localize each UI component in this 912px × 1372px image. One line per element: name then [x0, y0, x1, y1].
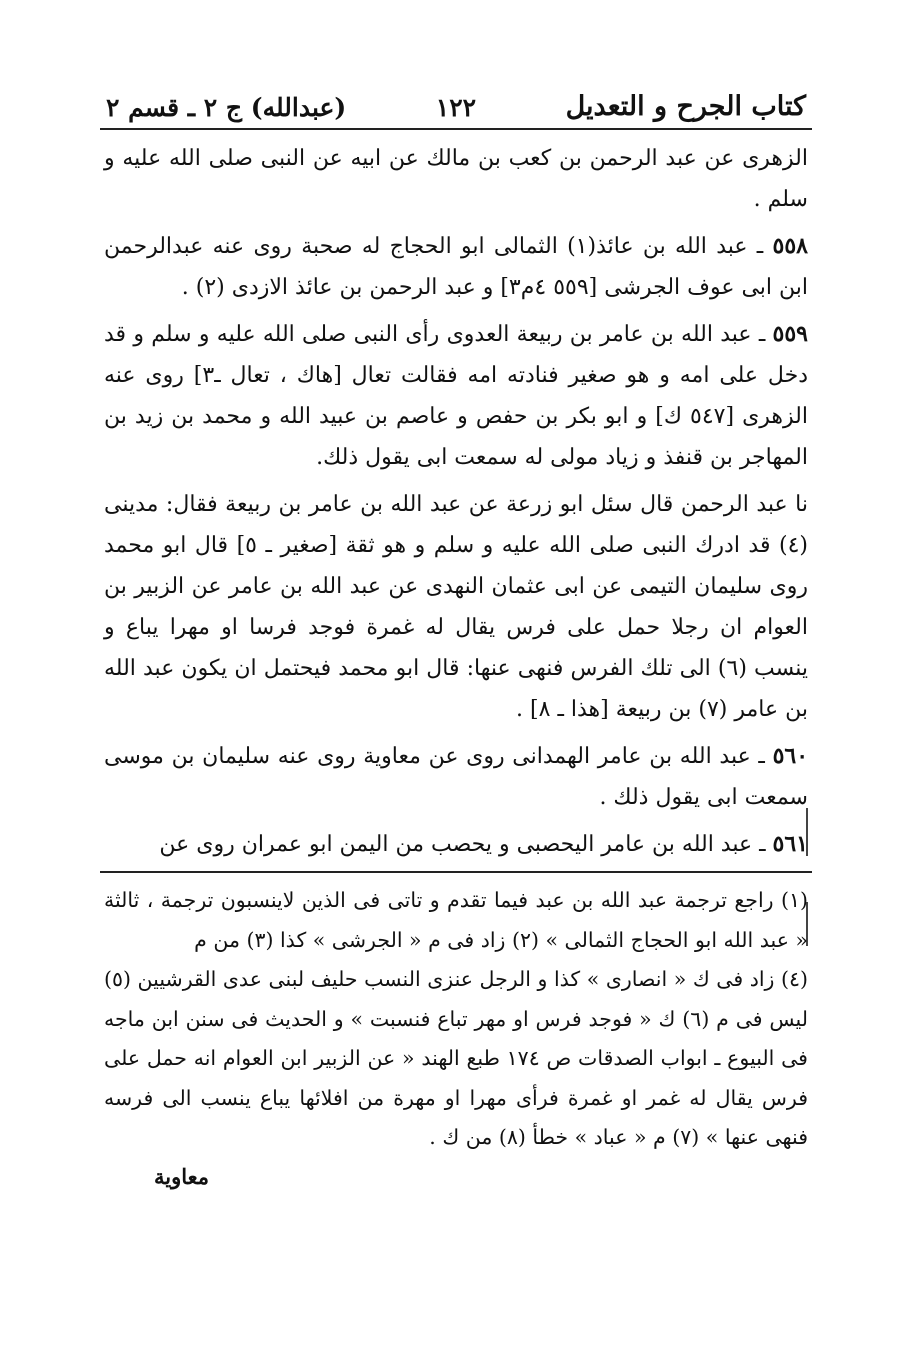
entry-paragraph: [104, 736, 808, 818]
entry-number: ٥٥٨: [772, 233, 808, 259]
book-title: كتاب الجرح و التعديل: [565, 91, 806, 122]
catchword: معاوية: [154, 1163, 210, 1189]
footnote-rule: [100, 871, 812, 873]
entry-text: ـ عبد الله بن عائذ(١) الثمالى ابو الحجاج له صحبة روى عنه عبدالرحمن ابن ابى عوف الجرشى [٥٥٩ ٤م٣] و عبد الرحمن بن عائذ الازدى (٢) .: [104, 234, 808, 300]
entry-paragraph: [104, 314, 808, 478]
entry-text: ـ عبد الله بن عامر اليحصبى و يحصب من اليمن ابو عمران روى عن: [159, 832, 766, 857]
continuation-paragraph: الزهرى عن عبد الرحمن بن كعب بن مالك عن ابيه عن النبى صلى الله عليه و سلم .: [104, 146, 808, 212]
footnote-paragraph: (١) راجع ترجمة عبد الله بن عبد فيما تقدم و تاتى فى الذين لاينسبون ترجمة ، ثالثة « عبد الله ابو الحجاج الثمالى » (٢) زاد فى م « الجرشى » كذا (٣) من م: [104, 888, 808, 952]
running-header: [100, 70, 812, 128]
entry-text: ـ عبد الله بن عامر بن ربيعة العدوى رأى النبى صلى الله عليه و سلم و قد دخل على امه و هو صغير فنادته امه فقالت تعال [هاك ، تعال ـ٣] روى عنه الزهرى [٥٤٧ ك] و ابو بكر بن حفص و عاصم بن عبيد الله و محمد بن زيد بن المهاجر بن قنفذ و زياد مولى له سمعت ابى يقول ذلك.: [104, 322, 808, 470]
footnote-paragraph: (٤) زاد فى ك « انصارى » كذا و الرجل عنزى النسب حليف لبنى عدى القرشيين (٥) ليس فى م (٦) ك « فوجد فرس او مهر تباع فنسبت » و الحديث فى سنن ابن ماجه فى البيوع ـ ابواب الصدقات ص ١٧٤ طبع الهند « عن الزبير ابن العوام انه حمل على فرس يقال له غمر او غمرة فرأى مهرا او مهرة من افلائها يباع ينسب الى فرسه فنهى عنها » (٧) م « عباد » خطأ (٨) من ك .: [104, 967, 808, 1149]
section-label: (عبدالله) ج ٢ ـ قسم ٢: [106, 93, 347, 122]
entry-number: ٥٦١: [772, 831, 808, 857]
entry-text: ـ عبد الله بن عامر الهمدانى روى عن معاوية روى عنه سليمان بن موسى سمعت ابى يقول ذلك .: [104, 744, 808, 810]
page: [100, 70, 812, 1189]
entry-text: نا عبد الرحمن قال سئل ابو زرعة عن عبد الله بن عامر بن ربيعة فقال: مدينى (٤) قد ادرك النبى صلى الله عليه و سلم و هو ثقة [صغير ـ ٥] قال ابو محمد روى سليمان التيمى عن ابى عثمان النهدى عن عبد الله بن عامر عن الزبير بن العوام ان رجلا حمل على فرس يقال له غمرة فوجد فرسا او مهرا يباع و ينسب (٦) الى تلك الفرس فنهى عنها: قال ابو محمد فيحتمل ان يكون عبد الله بن عامر (٧) بن ربيعة [هذا ـ ٨] .: [104, 492, 809, 722]
main-text: [100, 138, 812, 865]
entry-paragraph: [104, 226, 808, 308]
page-number: ١٢٢: [435, 93, 477, 122]
header-rule: [100, 128, 812, 130]
entry-number: ٥٥٩: [772, 321, 808, 347]
entry-number: ٥٦٠: [772, 743, 809, 769]
entry-paragraph: [104, 484, 808, 730]
footnotes: [100, 881, 812, 1158]
entry-paragraph: [104, 824, 808, 865]
